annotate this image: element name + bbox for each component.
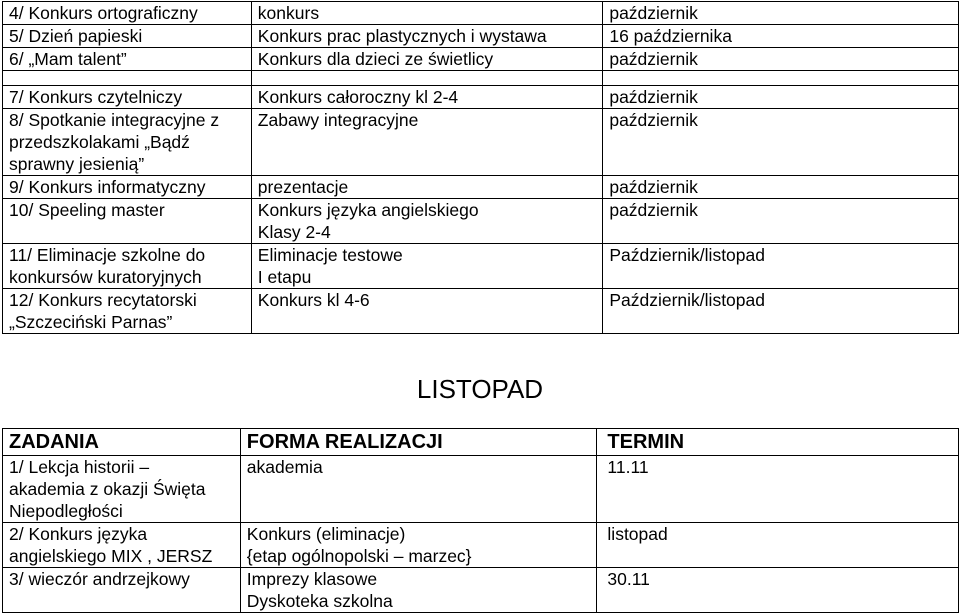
task-cell: 10/ Speeling master	[3, 199, 252, 244]
task-cell: 12/ Konkurs recytatorski „Szczeciński Parnas”	[3, 289, 252, 334]
table-row	[3, 244, 959, 289]
november-events-table	[2, 428, 959, 613]
table-row	[3, 523, 959, 568]
form-cell: konkurs	[251, 2, 603, 25]
table-row	[3, 456, 959, 523]
form-cell: Konkurs dla dzieci ze świetlicy	[251, 48, 603, 71]
table-row	[3, 86, 959, 109]
october-events-table	[2, 1, 959, 334]
task-cell: 3/ wieczór andrzejkowy	[3, 568, 241, 613]
date-cell: październik	[603, 109, 959, 176]
form-cell: Zabawy integracyjne	[251, 109, 603, 176]
table-row	[3, 176, 959, 199]
task-cell: 1/ Lekcja historii – akademia z okazji Święta Niepodległości	[3, 456, 241, 523]
date-cell: 16 października	[603, 25, 959, 48]
date-cell: październik	[603, 86, 959, 109]
form-cell: Konkurs prac plastycznych i wystawa	[251, 25, 603, 48]
table-row	[3, 25, 959, 48]
form-cell: akademia	[240, 456, 597, 523]
form-cell: Eliminacje testowe I etapu	[251, 244, 603, 289]
form-cell: Konkurs (eliminacje) {etap ogólnopolski – marzec}	[240, 523, 597, 568]
date-cell: Październik/listopad	[603, 244, 959, 289]
form-cell: Konkurs całoroczny kl 2-4	[251, 86, 603, 109]
spacer-row	[3, 71, 959, 86]
date-cell: listopad	[597, 523, 959, 568]
table-row	[3, 289, 959, 334]
table-row	[3, 2, 959, 25]
form-cell: Imprezy klasowe Dyskoteka szkolna	[240, 568, 597, 613]
task-cell: 6/ „Mam talent”	[3, 48, 252, 71]
form-cell: prezentacje	[251, 176, 603, 199]
form-cell: Konkurs kl 4-6	[251, 289, 603, 334]
date-cell: październik	[603, 199, 959, 244]
table-row	[3, 568, 959, 613]
date-cell: październik	[603, 48, 959, 71]
date-cell: październik	[603, 176, 959, 199]
column-header-date: TERMIN	[597, 429, 959, 456]
task-cell: 11/ Eliminacje szkolne do konkursów kuratoryjnych	[3, 244, 252, 289]
table-row	[3, 48, 959, 71]
table-header-row	[3, 429, 959, 456]
task-cell: 5/ Dzień papieski	[3, 25, 252, 48]
section-title: LISTOPAD	[416, 374, 544, 404]
form-cell: Konkurs języka angielskiego Klasy 2-4	[251, 199, 603, 244]
task-cell: 9/ Konkurs informatyczny	[3, 176, 252, 199]
column-header-tasks: ZADANIA	[3, 429, 241, 456]
task-cell: 8/ Spotkanie integracyjne z przedszkolakami „Bądź sprawny jesienią”	[3, 109, 252, 176]
column-header-form: FORMA REALIZACJI	[240, 429, 597, 456]
date-cell: 11.11	[597, 456, 959, 523]
date-cell: Październik/listopad	[603, 289, 959, 334]
task-cell: 4/ Konkurs ortograficzny	[3, 2, 252, 25]
task-cell: 2/ Konkurs języka angielskiego MIX , JERSZ	[3, 523, 241, 568]
task-cell: 7/ Konkurs czytelniczy	[3, 86, 252, 109]
date-cell: październik	[603, 2, 959, 25]
date-cell: 30.11	[597, 568, 959, 613]
table-row	[3, 109, 959, 176]
table-row	[3, 199, 959, 244]
